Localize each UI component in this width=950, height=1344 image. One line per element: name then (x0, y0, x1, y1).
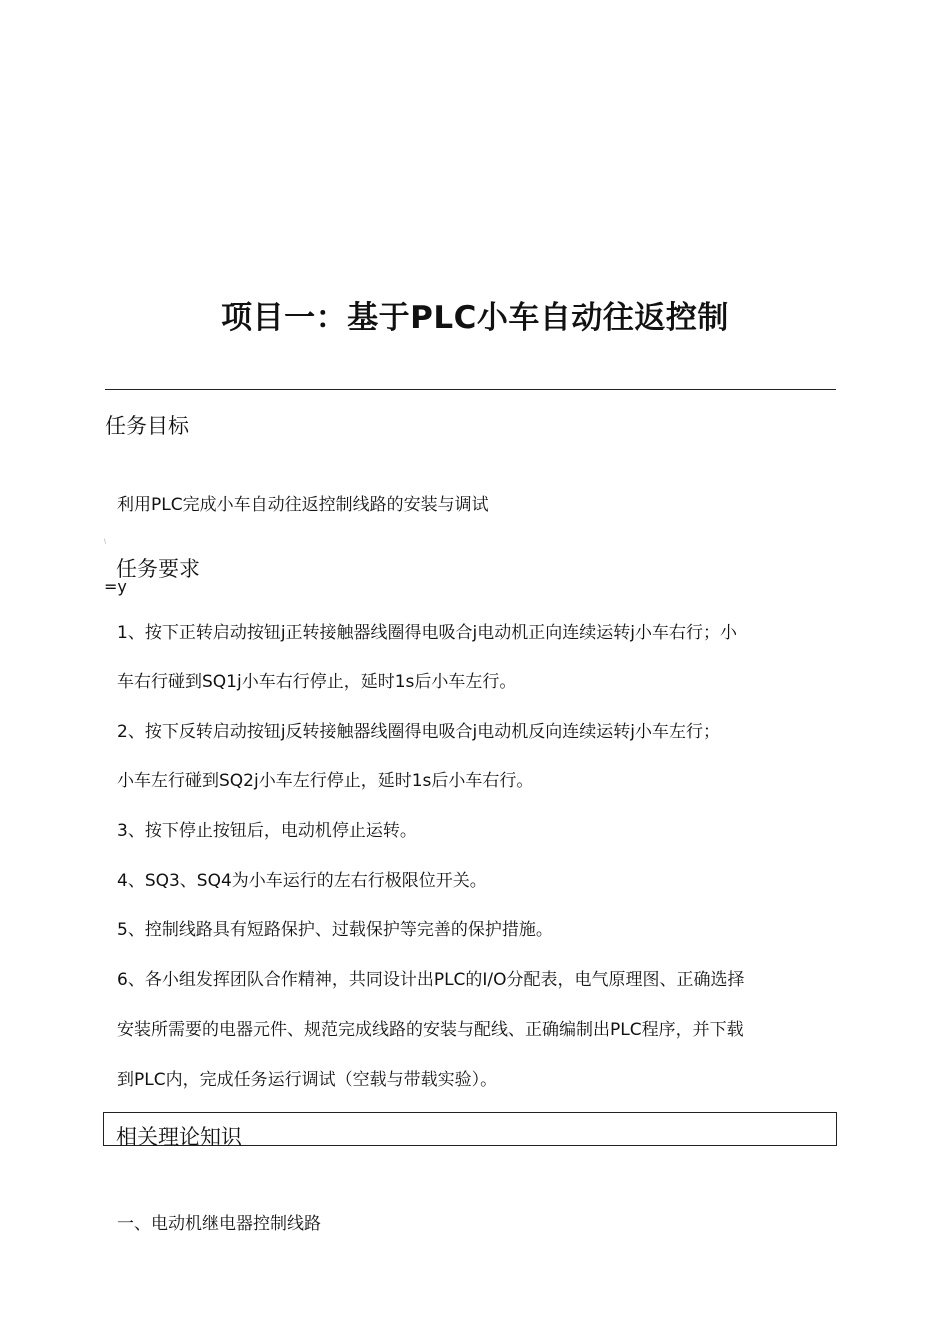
requirement-line: 4、SQ3、SQ4为小车运行的左右行极限位开关。 (117, 871, 487, 891)
scan-artifact-tick: \ (104, 538, 107, 545)
requirement-line: 1、按下正转启动按钮j正转接触器线圈得电吸合j电动机正向连续运转j小车右行；小 (117, 623, 737, 643)
task-goal-text: 利用PLC完成小车自动往返控制线路的安装与调试 (117, 495, 489, 515)
requirement-line: 5、控制线路具有短路保护、过载保护等完善的保护措施。 (117, 920, 553, 940)
requirement-line: 到PLC内，完成任务运行调试（空载与带载实验）。 (117, 1070, 498, 1090)
theory-heading: 相关理论知识 (116, 1125, 242, 1149)
requirement-line: 安装所需要的电器元件、规范完成线路的安装与配线、正确编制出PLC程序，并下载 (117, 1020, 744, 1040)
requirement-line: 6、各小组发挥团队合作精神，共同设计出PLC的I/O分配表，电气原理图、正确选择 (117, 970, 745, 990)
theory-subheading: 一、电动机继电器控制线路 (117, 1214, 321, 1234)
document-title: 项目一：基于PLC小车自动往返控制 (221, 300, 729, 336)
task-requirements-heading: 任务要求 (116, 557, 200, 581)
title-divider (105, 389, 836, 390)
scan-artifact-text: =y (104, 577, 127, 596)
requirement-line: 2、按下反转启动按钮j反转接触器线圈得电吸合j电动机反向连续运转j小车左行； (117, 722, 720, 742)
theory-heading-box (103, 1112, 837, 1149)
requirement-line: 车右行碰到SQ1j小车右行停止，延时1s后小车左行。 (117, 672, 517, 692)
requirement-line: 3、按下停止按钮后，电动机停止运转。 (117, 821, 417, 841)
task-goal-heading: 任务目标 (105, 414, 189, 438)
requirement-line: 小车左行碰到SQ2j小车左行停止，延时1s后小车右行。 (117, 771, 534, 791)
